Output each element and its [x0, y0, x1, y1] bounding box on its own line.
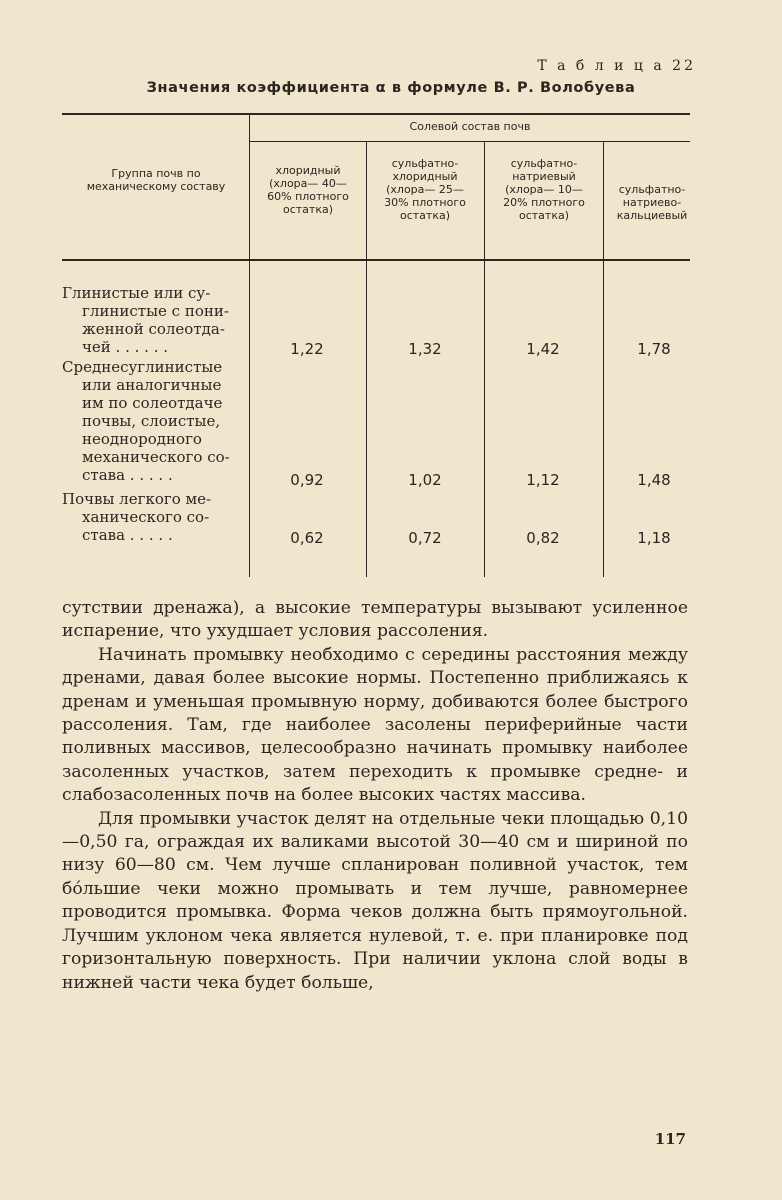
table-cell: 0,62	[290, 529, 324, 547]
row-label-line: ханического со-	[82, 508, 210, 526]
row-label-line: или аналогичные	[82, 376, 222, 394]
row-label-line: неоднородного	[82, 430, 202, 448]
column-divider	[484, 142, 485, 577]
row-label-line: почвы, слоистые,	[82, 412, 221, 430]
row-label-line: женной солеотда-	[82, 320, 225, 338]
column-header-chloride: хлоридный (хлора— 40—60% плотного остатка)	[267, 164, 349, 216]
column-header-sulfate-sodium: сульфатно-натриевый (хлора— 10—20% плотного остатка)	[503, 157, 585, 222]
table-cell: 1,42	[526, 340, 560, 358]
table-cell: 1,78	[637, 340, 671, 358]
column-divider	[366, 142, 367, 577]
group-header: Группа почв по механическому составу	[86, 167, 226, 193]
row-label-line: става . . . . .	[82, 466, 173, 484]
salt-composition-header: Солевой состав почв	[409, 120, 531, 133]
row-label-line: Среднесуглинистые	[62, 358, 223, 376]
row-label-line: Глинистые или су-	[62, 284, 211, 302]
row-label-line: глинистые с пони-	[82, 302, 229, 320]
salt-header-rule	[250, 141, 690, 142]
table-cell: 1,18	[637, 529, 671, 547]
column-header-sulfate-chloride: сульфатно-хлоридный (хлора— 25—30% плотного остатка)	[384, 157, 466, 222]
paragraph: сутствии дренажа), а высокие температуры вызывают усиленное испарение, что ухудшает условия рассоления.	[62, 598, 688, 642]
table-cell: 1,02	[408, 471, 442, 489]
body-text	[62, 597, 688, 995]
table-cell: 1,22	[290, 340, 324, 358]
table-cell: 0,82	[526, 529, 560, 547]
table-cell: 0,92	[290, 471, 324, 489]
table-title: Значения коэффициента α в формуле В. Р. Волобуева	[146, 80, 636, 96]
row-label	[62, 284, 229, 356]
row-label	[62, 358, 230, 484]
column-divider	[603, 142, 604, 577]
row-label-line: им по солеотдаче	[82, 394, 223, 412]
row-label	[62, 490, 211, 544]
paragraph: Начинать промывку необходимо с середины расстояния между дренами, давая более высокие нормы. Постепенно приближаясь к дренам и уменьшая промывную норму, добиваются более быстрого рассоления. Там, где наиболее засолены периферийные части поливных массивов, целесообразно начинать промывку наиболее засоленных участков, затем переходить к промывке средне- и слабозасоленных почв на более высоких частях массива.	[62, 644, 688, 806]
table-cell: 1,32	[408, 340, 442, 358]
table-top-rule	[62, 113, 690, 115]
table-label: Т а б л и ц а 22	[537, 58, 696, 74]
table-cell: 0,72	[408, 529, 442, 547]
header-bottom-rule	[62, 259, 690, 261]
table-cell: 1,12	[526, 471, 560, 489]
row-label-line: става . . . . .	[82, 526, 173, 544]
column-divider	[249, 115, 250, 577]
column-header-sulfate-sodium-calcium: сульфатно-натриево-кальциевый	[616, 183, 688, 222]
row-label-line: Почвы легкого ме-	[62, 490, 212, 508]
table-cell: 1,48	[637, 471, 671, 489]
row-label-line: чей . . . . . .	[82, 338, 169, 356]
page-number: 117	[654, 1130, 686, 1148]
row-label-line: механического со-	[82, 448, 230, 466]
paragraph: Для промывки участок делят на отдельные чеки площадью 0,10—0,50 га, ограждая их валиками высотой 30—40 см и шириной по низу 60—80 см. Чем лучше спланирован поливной участок, тем бо́льшие чеки можно промывать и тем лучше, равномернее проводится промывка. Форма чеков должна быть прямоугольной. Лучшим уклоном чека является нулевой, т. е. при планировке под горизонтальную поверхность. При наличии уклона слой воды в нижней части чека будет больше,	[62, 808, 688, 993]
